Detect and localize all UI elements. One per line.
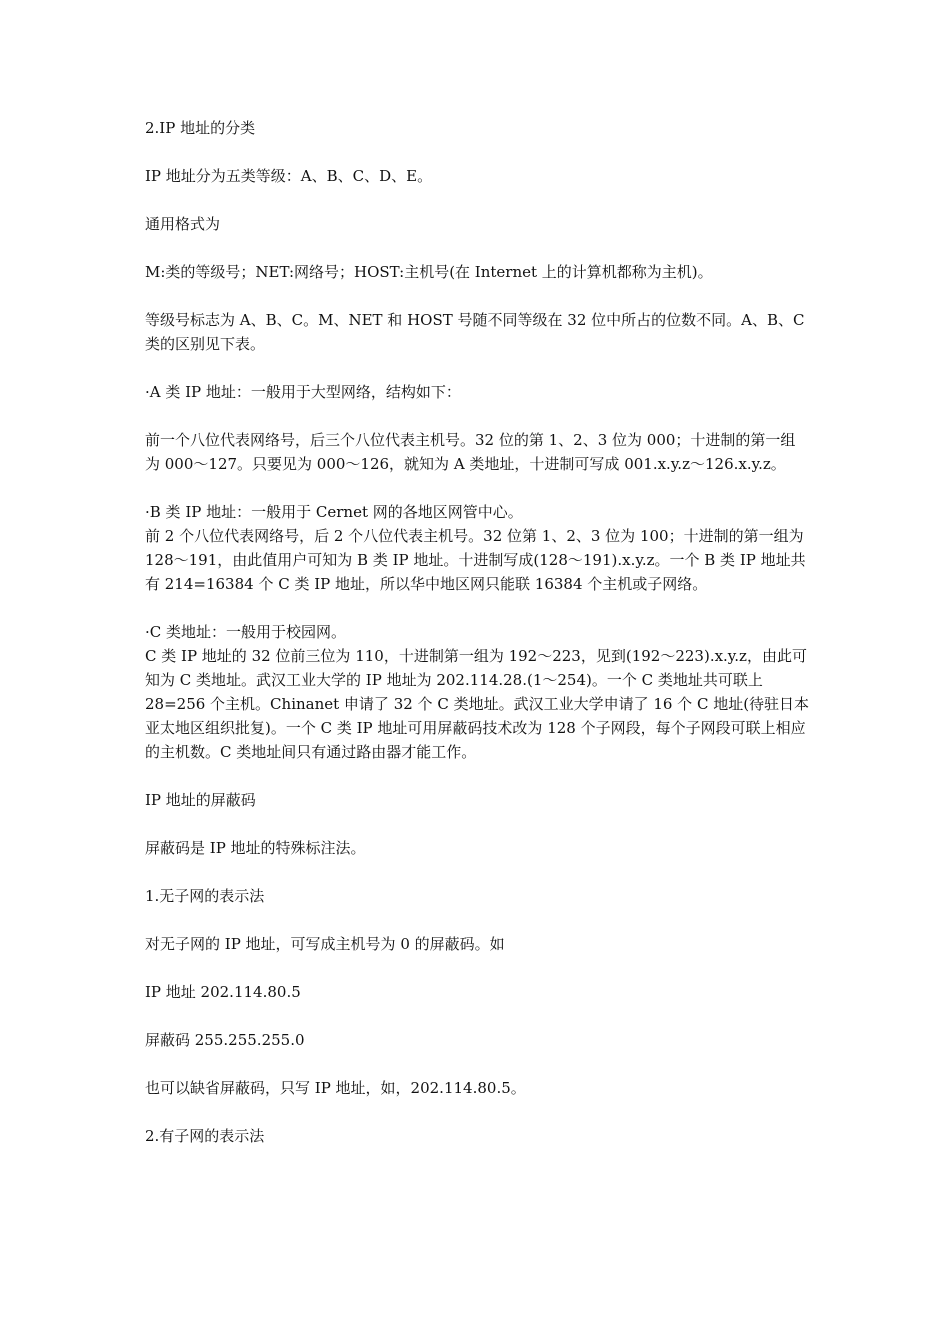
paragraph-class-b-detail: 前 2 个八位代表网络号，后 2 个八位代表主机号。32 位第 1、2、3 位为 100；十进制的第一组为 128～191，由此值用户可知为 B 类 IP 地址。十进制写成(128～191).x.y.z。一个 B 类 IP 地址共有 214=16384 个 C 类 IP 地址，所以华中地区网只能联 16384 个主机或子网络。 xyxy=(145,527,806,593)
paragraph-mask-definition: 屏蔽码是 IP 地址的特殊标注法。 xyxy=(145,839,366,857)
heading-with-subnet: 2.有子网的表示法 xyxy=(145,1127,265,1145)
paragraph-example-mask: 屏蔽码 255.255.255.0 xyxy=(145,1031,305,1049)
paragraph-ip-five-classes: IP 地址分为五类等级：A、B、C、D、E。 xyxy=(145,167,433,185)
paragraph-class-b-heading: ·B 类 IP 地址：一般用于 Cernet 网的各地区网管中心。 xyxy=(145,503,523,521)
paragraph-class-c-detail: C 类 IP 地址的 32 位前三位为 110，十进制第一组为 192～223，见到(192～223).x.y.z，由此可知为 C 类地址。武汉工业大学的 IP 地址为 202.114.28.(1～254)。一个 C 类地址共可联上 28=256 个主机。Chinanet 申请了 32 个 C 类地址。武汉工业大学申请了 16 个 C 地址(待驻日本亚太地区组织批复)。一个 C 类 IP 地址可用屏蔽码技术改为 128 个子网段，每个子网段可联上相应的主机数。C 类地址间只有通过路由器才能工作。 xyxy=(145,647,810,761)
heading-ip-classification: 2.IP 地址的分类 xyxy=(145,119,256,137)
document-body xyxy=(145,116,810,1148)
paragraph-general-format: 通用格式为 xyxy=(145,215,221,233)
paragraph-class-bits: 等级号标志为 A、B、C。M、NET 和 HOST 号随不同等级在 32 位中所占的位数不同。A、B、C 类的区别见下表。 xyxy=(145,311,805,353)
paragraph-class-a-heading: ·A 类 IP 地址：一般用于大型网络，结构如下： xyxy=(145,383,461,401)
heading-subnet-mask: IP 地址的屏蔽码 xyxy=(145,791,256,809)
paragraph-example-ip: IP 地址 202.114.80.5 xyxy=(145,983,301,1001)
paragraph-class-c-heading: ·C 类地址：一般用于校园网。 xyxy=(145,623,347,641)
paragraph-no-subnet-detail: 对无子网的 IP 地址，可写成主机号为 0 的屏蔽码。如 xyxy=(145,935,505,953)
heading-no-subnet: 1.无子网的表示法 xyxy=(145,887,265,905)
paragraph-default-mask: 也可以缺省屏蔽码，只写 IP 地址，如，202.114.80.5。 xyxy=(145,1079,526,1097)
paragraph-format-fields: M:类的等级号；NET:网络号；HOST:主机号(在 Internet 上的计算机都称为主机)。 xyxy=(145,263,713,281)
paragraph-class-a-detail: 前一个八位代表网络号，后三个八位代表主机号。32 位的第 1、2、3 位为 000；十进制的第一组为 000～127。只要见为 000～126，就知为 A 类地址，十进制可写成 001.x.y.z～126.x.y.z。 xyxy=(145,431,796,473)
